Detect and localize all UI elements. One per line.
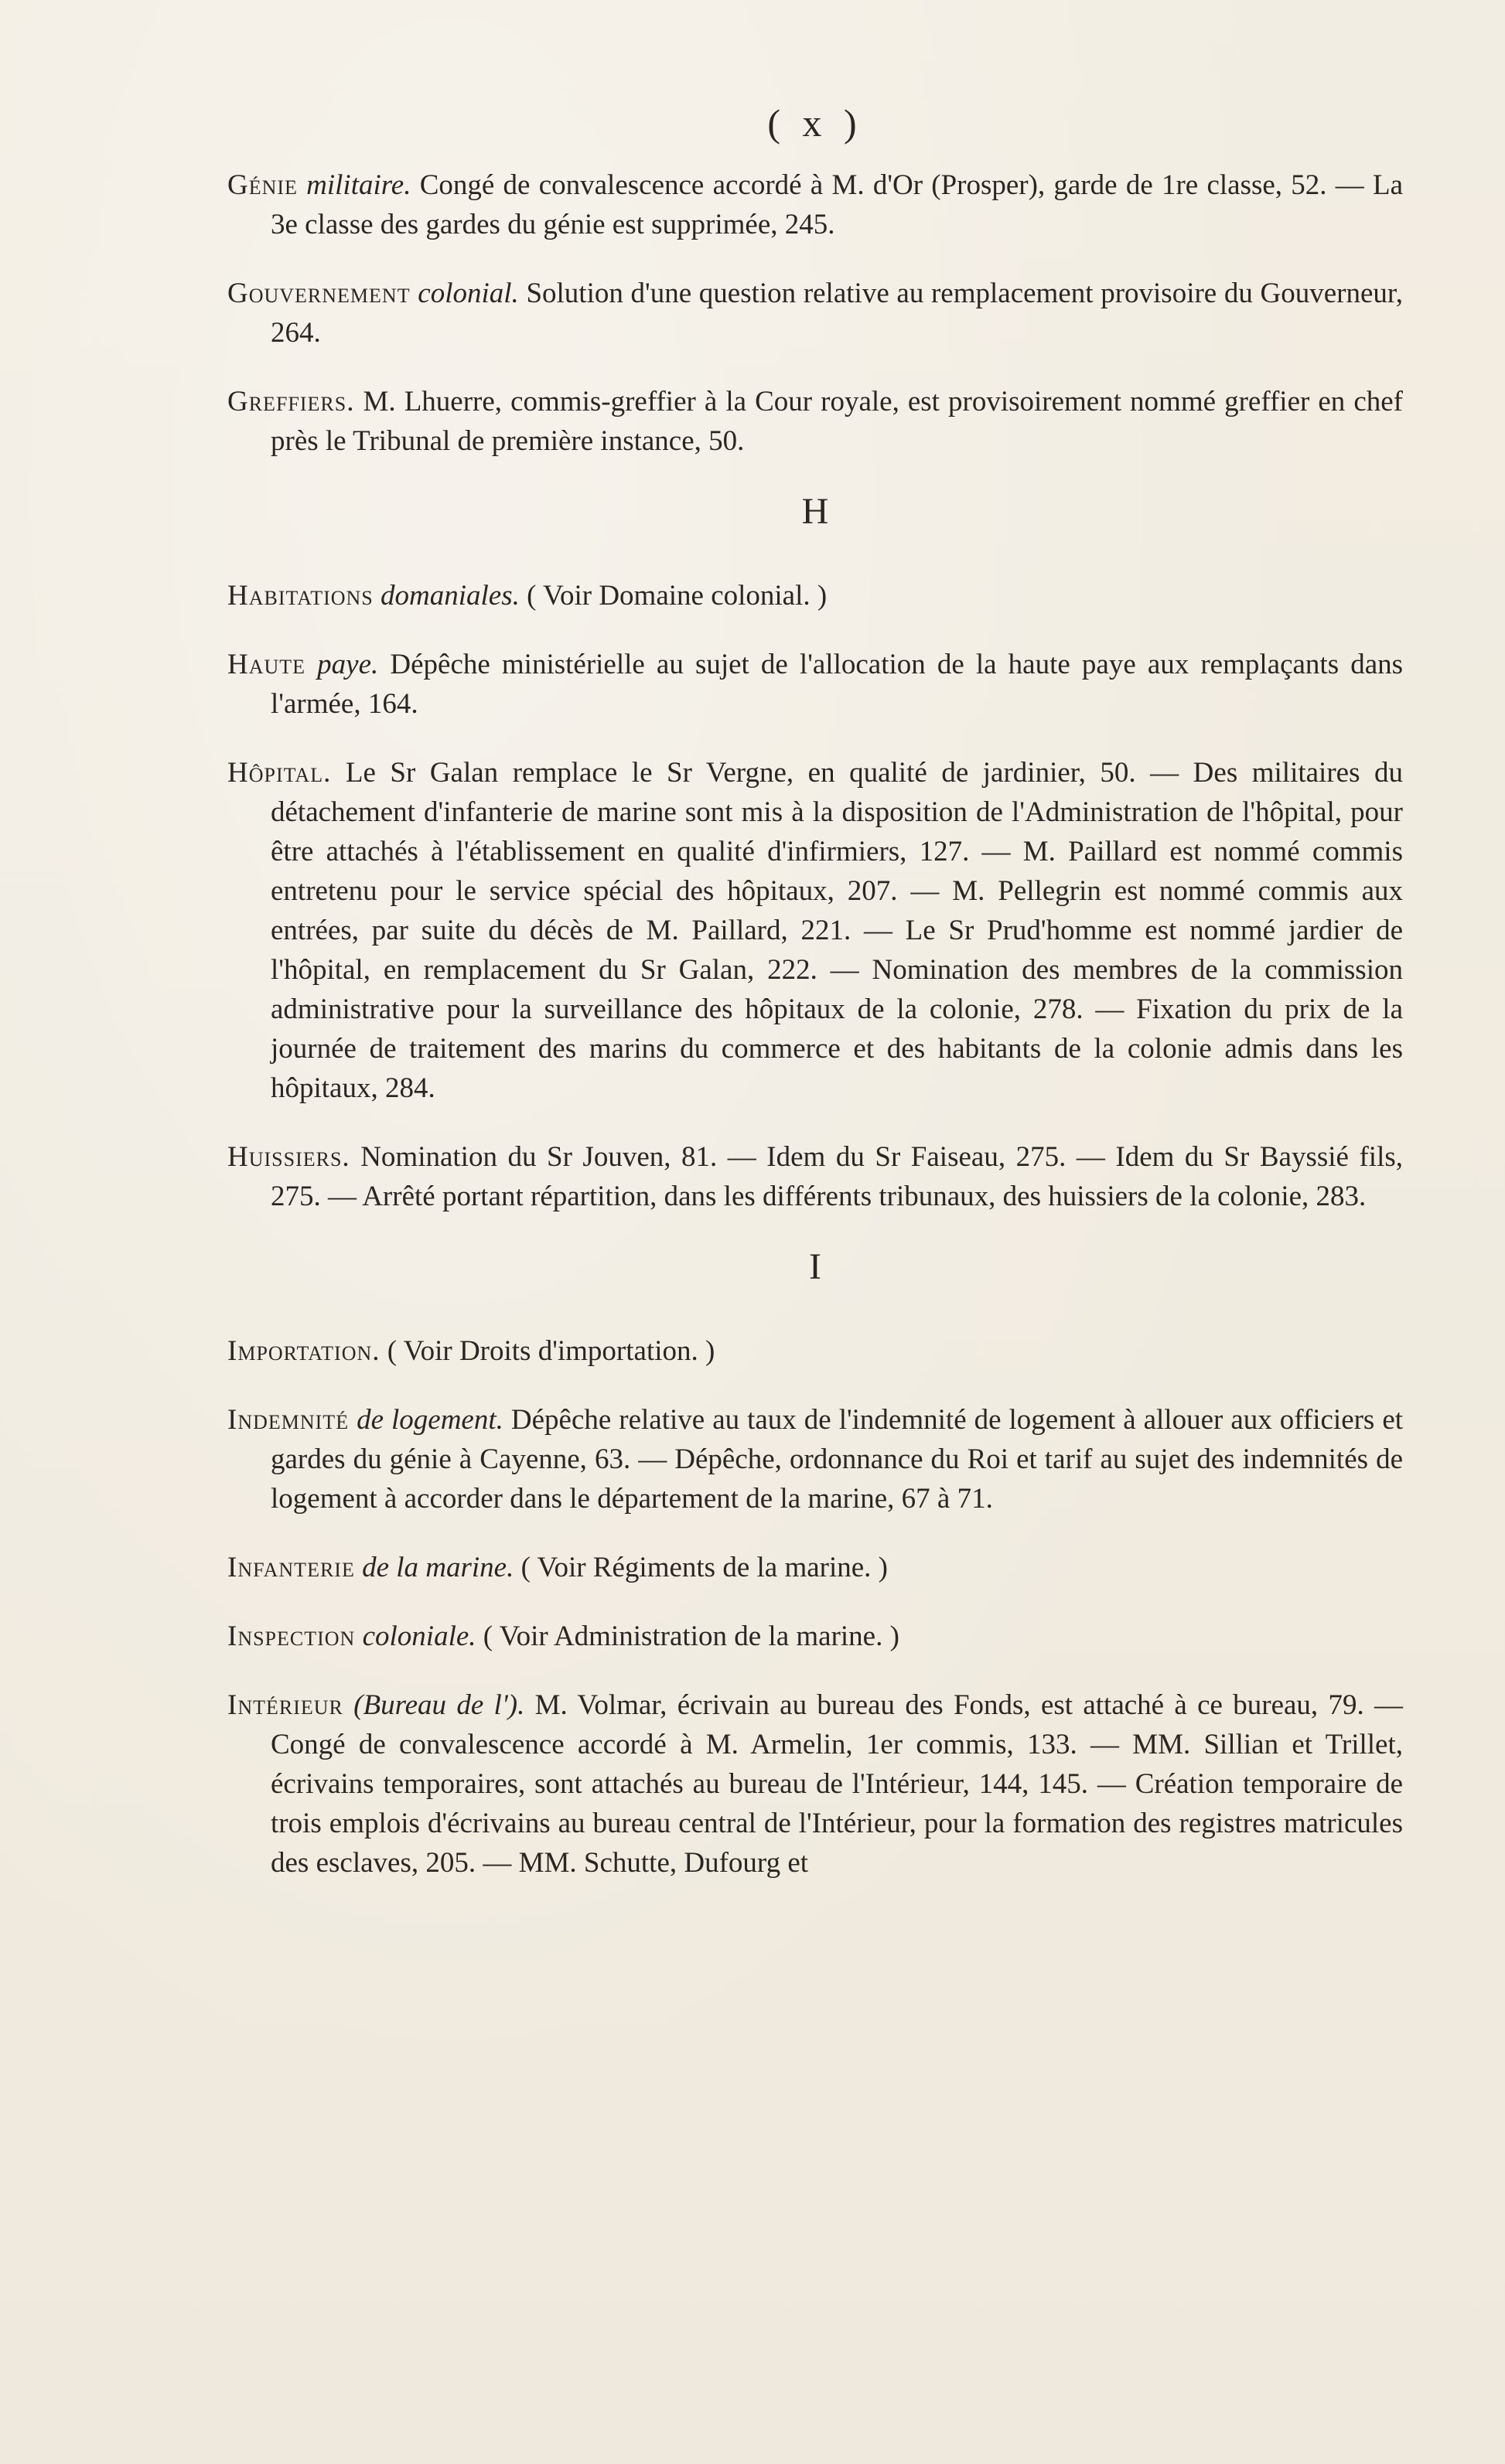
entry-head: Infanterie xyxy=(227,1552,355,1583)
entry-head: Haute xyxy=(227,649,306,680)
entry-qualifier: de la marine. xyxy=(362,1552,514,1583)
entry-body: ( Voir Administration de la marine. ) xyxy=(483,1621,899,1652)
index-entry-greffiers xyxy=(227,382,1403,461)
index-entry-huissiers xyxy=(227,1137,1403,1216)
text-column xyxy=(227,101,1403,1912)
index-entry-interieur xyxy=(227,1685,1403,1883)
index-entry-hopital xyxy=(227,753,1403,1108)
entry-head: Importation. xyxy=(227,1335,381,1367)
index-entry-genie xyxy=(227,165,1403,244)
entry-qualifier: de logement. xyxy=(357,1404,503,1436)
entry-head: Habitations xyxy=(227,580,374,612)
entry-head: Génie xyxy=(227,169,298,201)
index-entry-habitations xyxy=(227,576,1403,615)
entry-body: Solution d'une question relative au remplacement provisoire du Gouverneur, 264. xyxy=(271,278,1404,349)
section-h xyxy=(227,490,1403,1216)
entry-body: ( Voir Régiments de la marine. ) xyxy=(520,1552,888,1583)
entry-body: Dépêche ministérielle au sujet de l'allocation de la haute paye aux remplaçants dans l'armée, 164. xyxy=(271,649,1404,720)
entry-head: Gouvernement xyxy=(227,278,411,309)
index-entry-indemnite xyxy=(227,1400,1403,1518)
entry-body: Congé de convalescence accordé à M. d'Or (Prosper), garde de 1re classe, 52. — La 3e classe des gardes du génie est supprimée, 245. xyxy=(271,169,1404,240)
entry-body: M. Volmar, écrivain au bureau des Fonds, est attaché à ce bureau, 79. — Congé de convalescence accordé à M. Armelin, 1er commis, 133. — MM. Sillian et Trillet, écrivains temporaires, sont attachés au bureau de l'Intérieur, 144, 145. — Création temporaire de trois emplois d'écrivains au bureau central de l'Intérieur, pour la formation des registres matricules des esclaves, 205. — MM. Schutte, Dufourg et xyxy=(271,1689,1404,1879)
index-entry-gouvernement xyxy=(227,274,1403,353)
entry-body: Nomination du Sr Jouven, 81. — Idem du Sr Faiseau, 275. — Idem du Sr Bayssié fils, 275. — Arrêté portant répartition, dans les différents tribunaux, des huissiers de la colonie, 283. xyxy=(271,1141,1404,1212)
entry-head: Inspection xyxy=(227,1621,356,1652)
index-entry-haute-paye xyxy=(227,645,1403,724)
entry-head: Greffiers. xyxy=(227,386,355,417)
section-letter-h: H xyxy=(801,491,829,532)
entry-qualifier: domaniales. xyxy=(381,580,520,612)
entry-body: Dépêche relative au taux de l'indemnité de logement à allouer aux officiers et gardes du génie à Cayenne, 63. — Dépêche, ordonnance du Roi et tarif au sujet des indemnités de logement à accorder dans le département de la marine, 67 à 71. xyxy=(271,1404,1404,1515)
entry-qualifier: colonial. xyxy=(418,278,519,309)
index-entry-inspection xyxy=(227,1617,1403,1656)
entry-qualifier: coloniale. xyxy=(362,1621,476,1652)
entry-body: ( Voir Domaine colonial. ) xyxy=(527,580,828,612)
entry-qualifier: (Bureau de l'). xyxy=(353,1689,525,1721)
section-g xyxy=(227,165,1403,461)
index-entry-importation xyxy=(227,1331,1403,1371)
index-entry-infanterie xyxy=(227,1548,1403,1587)
entry-body: ( Voir Droits d'importation. ) xyxy=(387,1335,715,1367)
section-letter-i: I xyxy=(809,1246,821,1287)
entry-qualifier: paye. xyxy=(317,649,379,680)
entry-body: Le Sr Galan remplace le Sr Vergne, en qualité de jardinier, 50. — Des militaires du détachement d'infanterie de marine sont mis à la disposition de l'Administration de l'hôpital, pour être attachés à l'établissement en qualité d'infirmiers, 127. — M. Paillard est nommé commis entretenu pour le service spécial des hôpitaux, 207. — M. Pellegrin est nommé commis aux entrées, par suite du décès de M. Paillard, 221. — Le Sr Prud'homme est nommé jardier de l'hôpital, en remplacement du Sr Galan, 222. — Nomination des membres de la commission administrative pour la surveillance des hôpitaux de la colonie, 278. — Fixation du prix de la journée de traitement des marins du commerce et des habitants de la colonie admis dans les hôpitaux, 284. xyxy=(271,757,1404,1104)
section-i xyxy=(227,1246,1403,1883)
entry-body: M. Lhuerre, commis-greffier à la Cour royale, est provisoirement nommé greffier en chef près le Tribunal de première instance, 50. xyxy=(271,386,1403,457)
entry-head: Intérieur xyxy=(227,1689,343,1721)
entry-qualifier: militaire. xyxy=(306,169,411,201)
page-number: ( x ) xyxy=(767,101,863,145)
entry-head: Indemnité xyxy=(227,1404,350,1436)
entry-head: Huissiers. xyxy=(227,1141,350,1173)
entry-head: Hôpital. xyxy=(227,757,332,789)
